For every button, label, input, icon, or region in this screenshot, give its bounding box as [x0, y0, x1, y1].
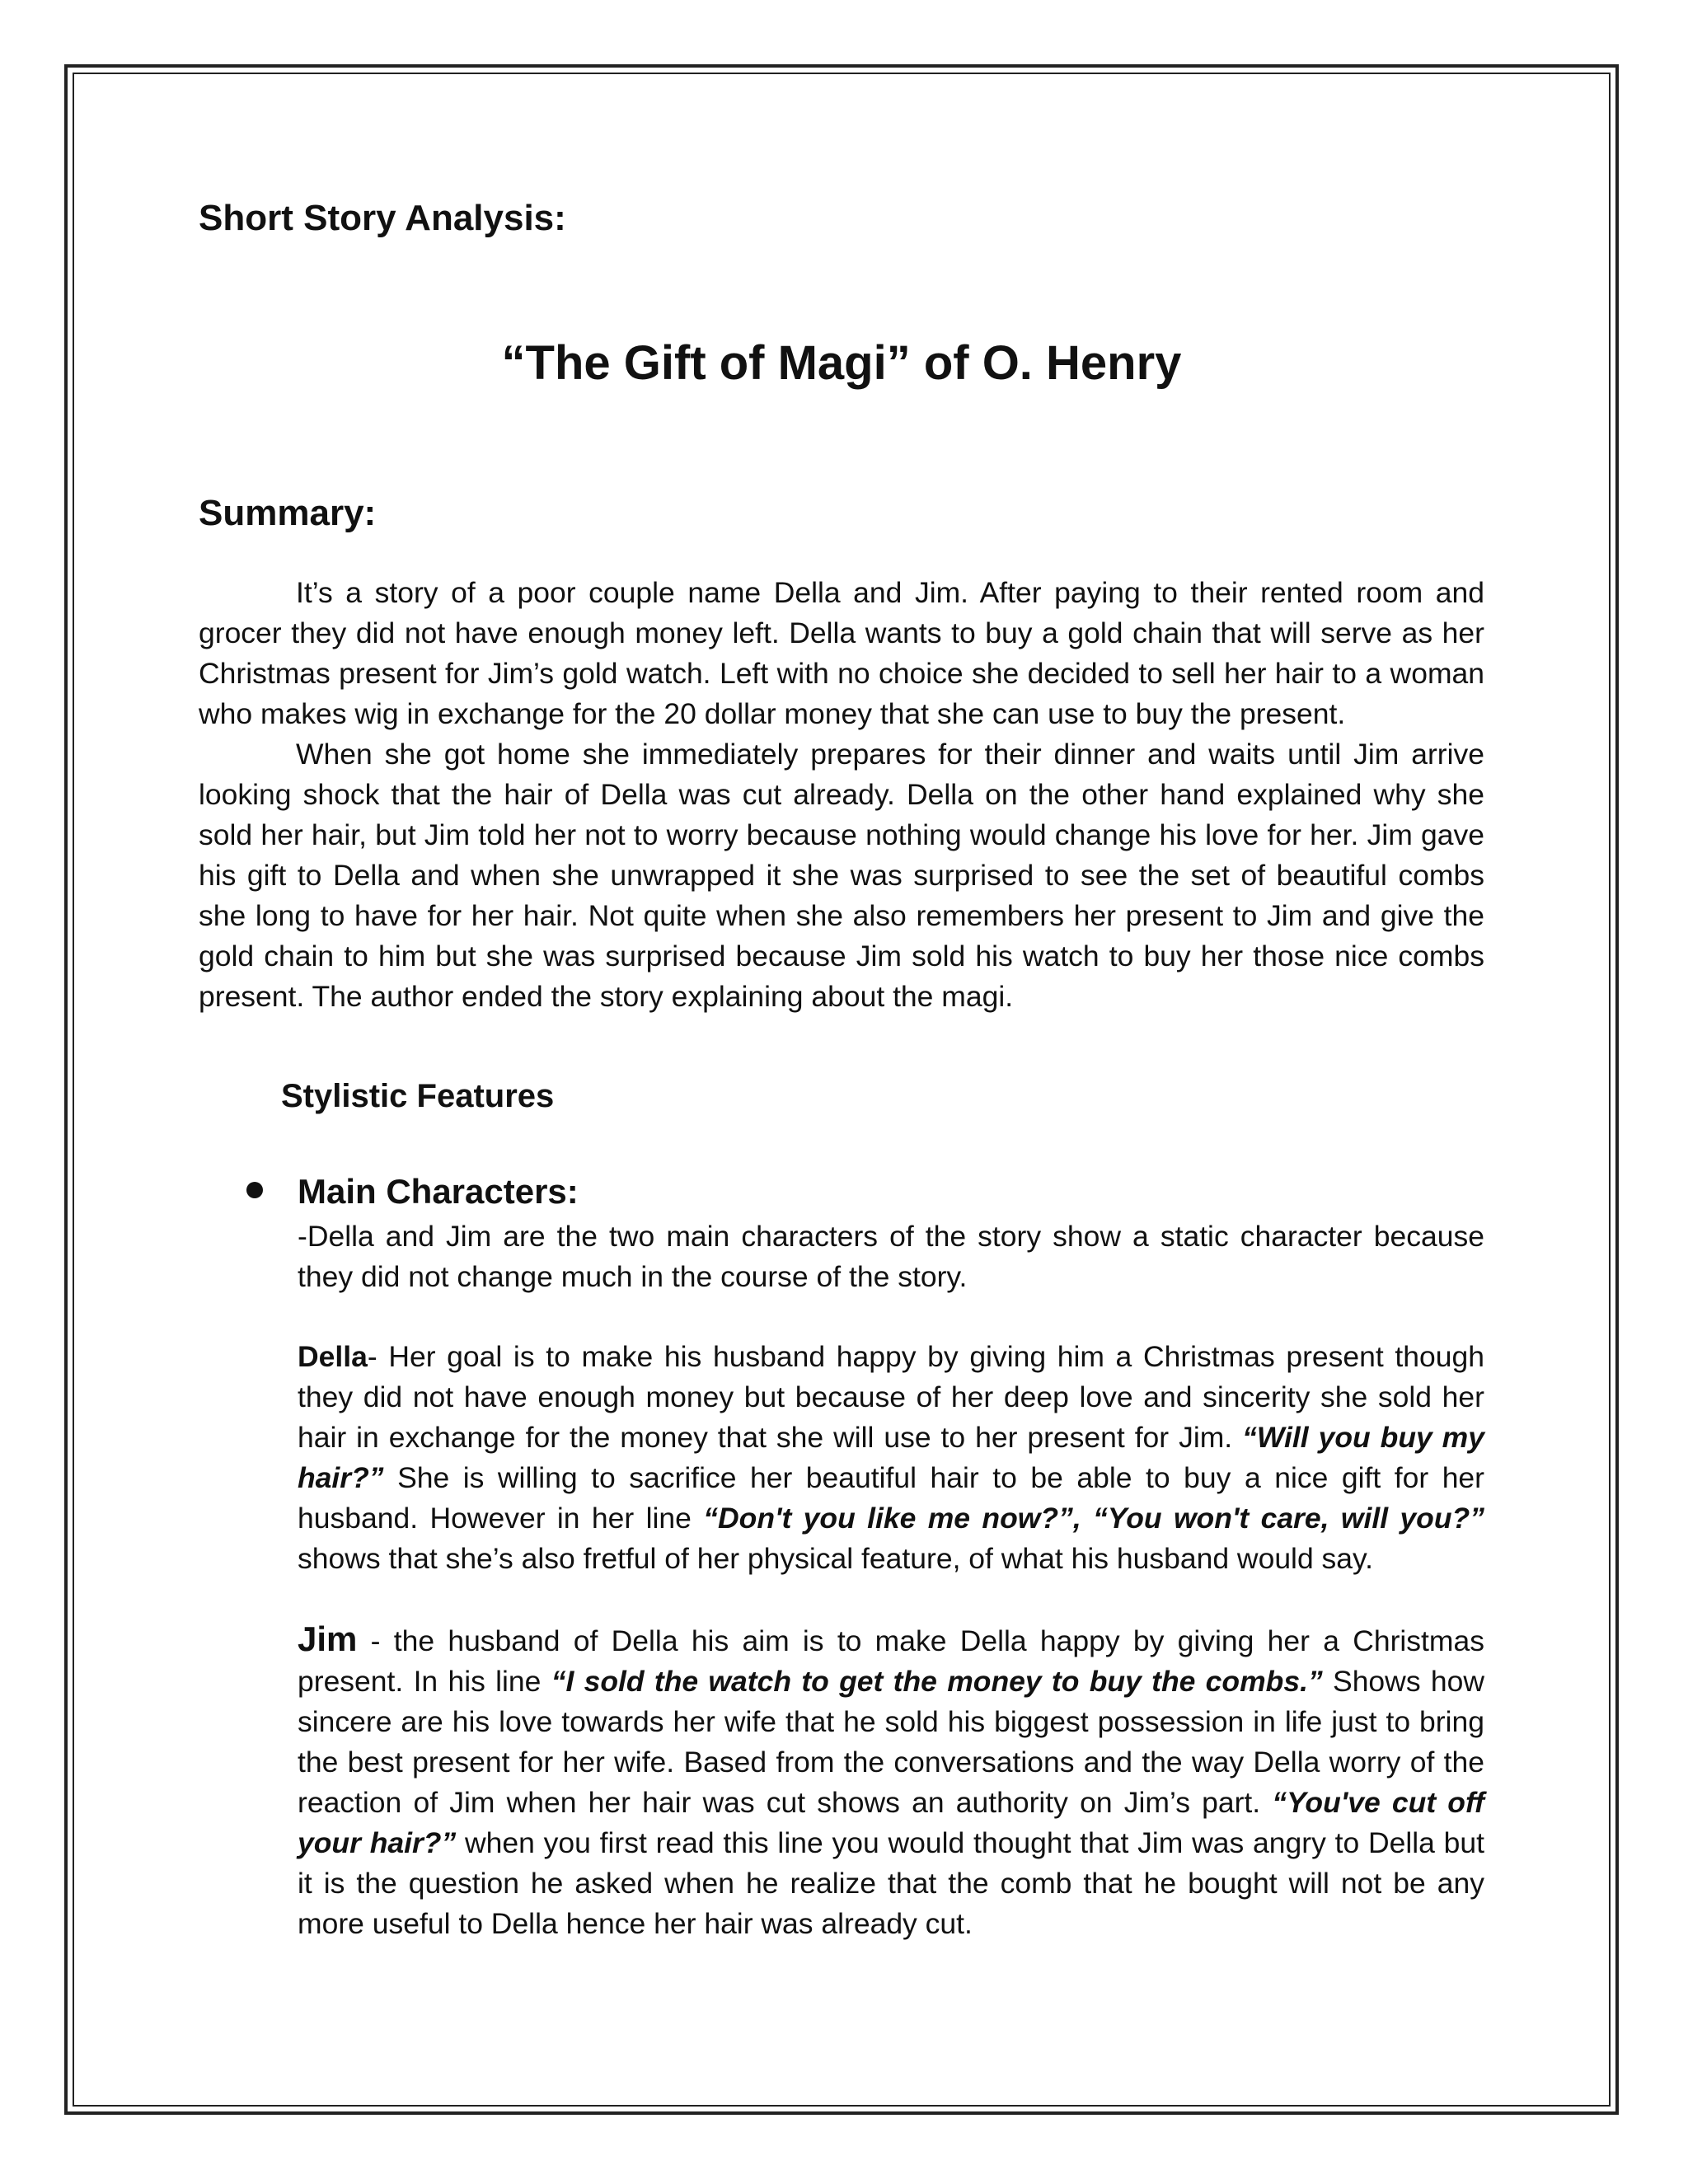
document-content: [199, 194, 1484, 1944]
della-paragraph: [298, 1337, 1484, 1579]
della-text-3: shows that she’s also fretful of her physical feature, of what his husband would say.: [298, 1542, 1374, 1575]
della-name: Della: [298, 1340, 368, 1373]
main-characters-text: -Della and Jim are the two main characters of the story show a static character because they did not change much in the course of the story.: [298, 1220, 1484, 1293]
della-text-2: She is willing to sacrifice her beautiful hair to be able to buy a nice gift for her husband. However in her line: [298, 1461, 1484, 1535]
summary-paragraph-2: When she got home she immediately prepares for their dinner and waits until Jim arrive looking shock that the hair of Della was cut already. Della on the other hand explained why she sold her hair, but Jim told her not to worry because nothing would change his love for her. Jim gave his gift to Della and when she unwrapped it she was surprised to see the set of beautiful combs she long to have for her hair. Not quite when she also remembers her present to Jim and give the gold chain to him but she was surprised because Jim sold his watch to buy her those nice combs present. The author ended the story explaining about the magi.: [199, 738, 1484, 1013]
della-quote-2: “Don't you like me now?”, “You won't care, will you?”: [703, 1502, 1484, 1535]
summary-paragraph-1: It’s a story of a poor couple name Della and Jim. After paying to their rented room and grocer they did not have enough money left. Della wants to buy a gold chain that will serve as her Christmas present for Jim’s gold watch. Left with no choice she decided to sell her hair to a woman who makes wig in exchange for the 20 dollar money that she can use to buy the present.: [199, 576, 1484, 730]
document-title: “The Gift of Magi” of O. Henry: [501, 336, 1182, 390]
jim-text-2: Shows how sincere are his love towards her wife that he sold his biggest possession in life just to bring the best present for her wife. Based from the conversations and the way Della worry of the reaction of Jim when her hair was cut shows an authority on Jim’s part.: [298, 1665, 1484, 1819]
della-text-1: - Her goal is to make his husband happy by giving him a Christmas present though they did not have enough money but because of her deep love and sincerity she sold her hair in exchange for the money that she will use to her present for Jim.: [298, 1340, 1484, 1454]
jim-name: Jim: [298, 1619, 358, 1658]
della-quote-1: “Will you buy my hair?”: [298, 1421, 1484, 1494]
jim-paragraph: [298, 1619, 1484, 1944]
jim-text-1: - the husband of Della his aim is to make Della happy by giving her a Christmas present. In his line: [298, 1624, 1484, 1698]
main-characters-heading: Main Characters:: [298, 1172, 579, 1211]
bullet-icon: [246, 1182, 263, 1198]
jim-quote-1: “I sold the watch to get the money to buy the combs.”: [551, 1665, 1323, 1698]
jim-text-3: when you first read this line you would thought that Jim was angry to Della but it is the question he asked when he realize that the comb that he bought will not be any more useful to Della hence her hair was already cut.: [298, 1826, 1485, 1940]
stylistic-features-heading: Stylistic Features: [281, 1078, 555, 1114]
jim-quote-2: “You've cut off your hair?”: [298, 1786, 1484, 1859]
main-characters-bullet: [199, 1169, 1484, 1215]
document-heading: Short Story Analysis:: [199, 198, 566, 238]
summary-heading: Summary:: [199, 493, 377, 533]
